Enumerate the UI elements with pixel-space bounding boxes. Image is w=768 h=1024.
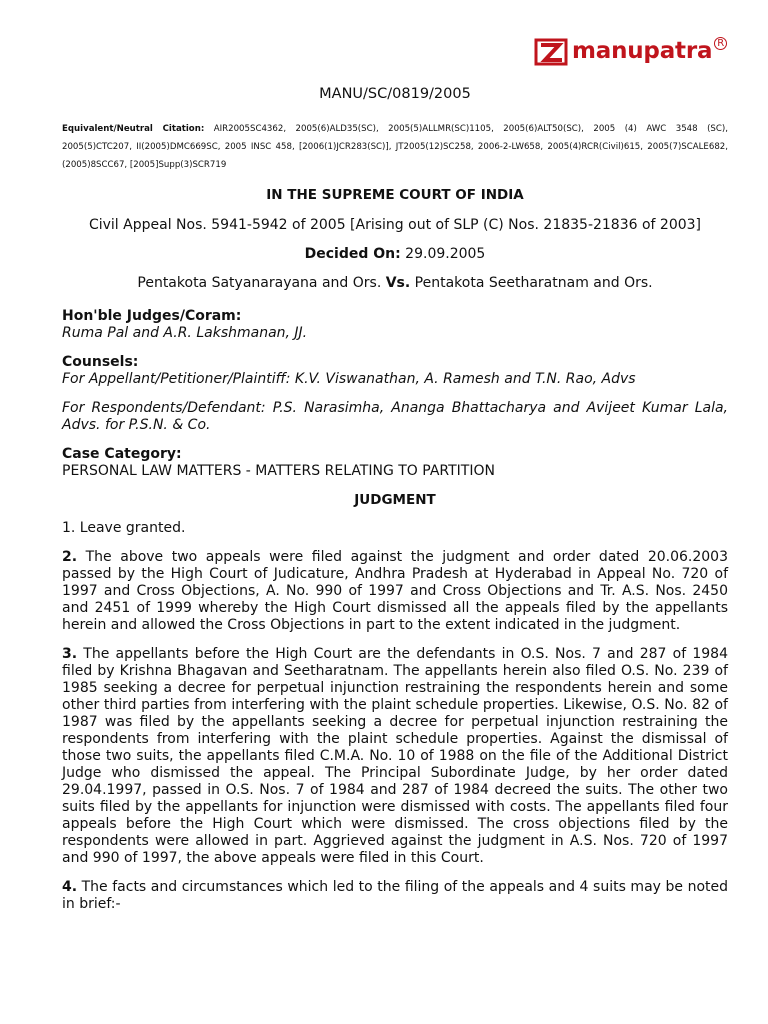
case-parties: [62, 275, 728, 292]
counsel-appellant: For Appellant/Petitioner/Plaintiff: K.V. Viswanathan, A. Ramesh and T.N. Rao, Advs: [62, 371, 636, 387]
manu-citation: MANU/SC/0819/2005: [319, 86, 471, 102]
judgment-document: [62, 86, 728, 913]
decided-date: 29.09.2005: [400, 246, 486, 262]
decided-on: [62, 246, 728, 263]
party-respondent: Pentakota Seetharatnam and Ors.: [410, 275, 653, 291]
decided-label: Decided On:: [304, 246, 401, 262]
appeal-number: Civil Appeal Nos. 5941-5942 of 2005 [Arising out of SLP (C) Nos. 21835-21836 of 2003]: [88, 217, 702, 233]
judges-names: Ruma Pal and A.R. Lakshmanan, JJ.: [62, 325, 308, 341]
registered-mark: R: [714, 37, 727, 50]
citation-text: AIR2005SC4362, 2005(6)ALD35(SC), 2005(5)ALLMR(SC)1105, 2005(6)ALT50(SC), 2005 (4) AWC 3548 (SC), 2005(5)CTC207, II(2005)DMC669SC, 2005 INSC 458, [2006(1)JCR283(SC)], JT2005(12)SC258, 2006-2-LW658, 2005(4)RCR(Civil)615, 2005(7)SCALE682, (2005)8SCC67, [2005]Supp(3)SCR719: [62, 124, 728, 170]
logo-text: manupatra: [572, 38, 713, 64]
paragraph-3-text: The appellants before the High Court are the defendants in O.S. Nos. 7 and 287 of 1984 filed by Krishna Bhagavan and Seetharatnam. The appellants herein also filed O.S. No. 239 of 1985 seeking a decree for perpetual injunction restraining the respondents herein and some other third parties from interfering with the plaint schedule properties. Likewise, O.S. No. 82 of 1987 was filed by the appellants seeking a decree for perpetual injunction restraining the respondents from interfering with the plaint schedule properties. Against the dismissal of those two suits, the appellants filed C.M.A. No. 10 of 1988 on the file of the Additional District Judge who dismissed the appeal. The Principal Subordinate Judge, by her order dated 29.04.1997, passed in O.S. Nos. 7 of 1984 and 287 of 1984 decreed the suits. The other two suits filed by the appellants for injunction were dismissed with costs. The appellants filed four appeals before the High Court which were dismissed. The cross objections filed by the respondents were allowed in part. Aggrieved against the judgment in A.S. Nos. 720 of 1997 and 990 of 1997, the above appeals were filed in this Court.: [62, 646, 728, 866]
party-appellant: Pentakota Satyanarayana and Ors.: [137, 275, 386, 291]
court-name: IN THE SUPREME COURT OF INDIA: [266, 187, 524, 203]
judges-heading: Hon'ble Judges/Coram:: [62, 308, 242, 324]
case-category: PERSONAL LAW MATTERS - MATTERS RELATING TO PARTITION: [62, 463, 495, 479]
paragraph-3: [62, 646, 728, 867]
judgment-heading: JUDGMENT: [354, 492, 436, 508]
paragraph-2-text: The above two appeals were filed against the judgment and order dated 20.06.2003 passed by the High Court of Judicature, Andhra Pradesh at Hyderabad in Appeal No. 720 of 1997 and Cross Objections, A. No. 990 of 1997 and Cross Objections and Tr. A.S. Nos. 2450 and 2451 of 1999 whereby the High Court dismissed all the appeals filed by the appellants herein and allowed the Cross Objections in part to the extent indicated in the judgment.: [62, 549, 728, 633]
counsels-heading: Counsels:: [62, 354, 139, 370]
category-heading: Case Category:: [62, 446, 182, 462]
versus: Vs.: [385, 275, 411, 291]
paragraph-2: [62, 549, 728, 634]
paragraph-4-number: 4.: [62, 879, 78, 895]
counsel-respondent: For Respondents/Defendant: P.S. Narasimha, Ananga Bhattacharya and Avijeet Kumar Lala, Advs. for P.S.N. & Co.: [62, 400, 728, 433]
manupatra-mark-icon: [534, 36, 568, 66]
paragraph-3-number: 3.: [62, 646, 78, 662]
paragraph-1: 1. Leave granted.: [62, 520, 186, 536]
paragraph-4: [62, 879, 728, 913]
equivalent-citations: [62, 120, 728, 174]
manupatra-logo: [534, 36, 727, 66]
paragraph-2-number: 2.: [62, 549, 78, 565]
citation-label: Equivalent/Neutral Citation:: [62, 124, 205, 134]
paragraph-4-text: The facts and circumstances which led to the filing of the appeals and 4 suits may be noted in brief:-: [62, 879, 728, 912]
